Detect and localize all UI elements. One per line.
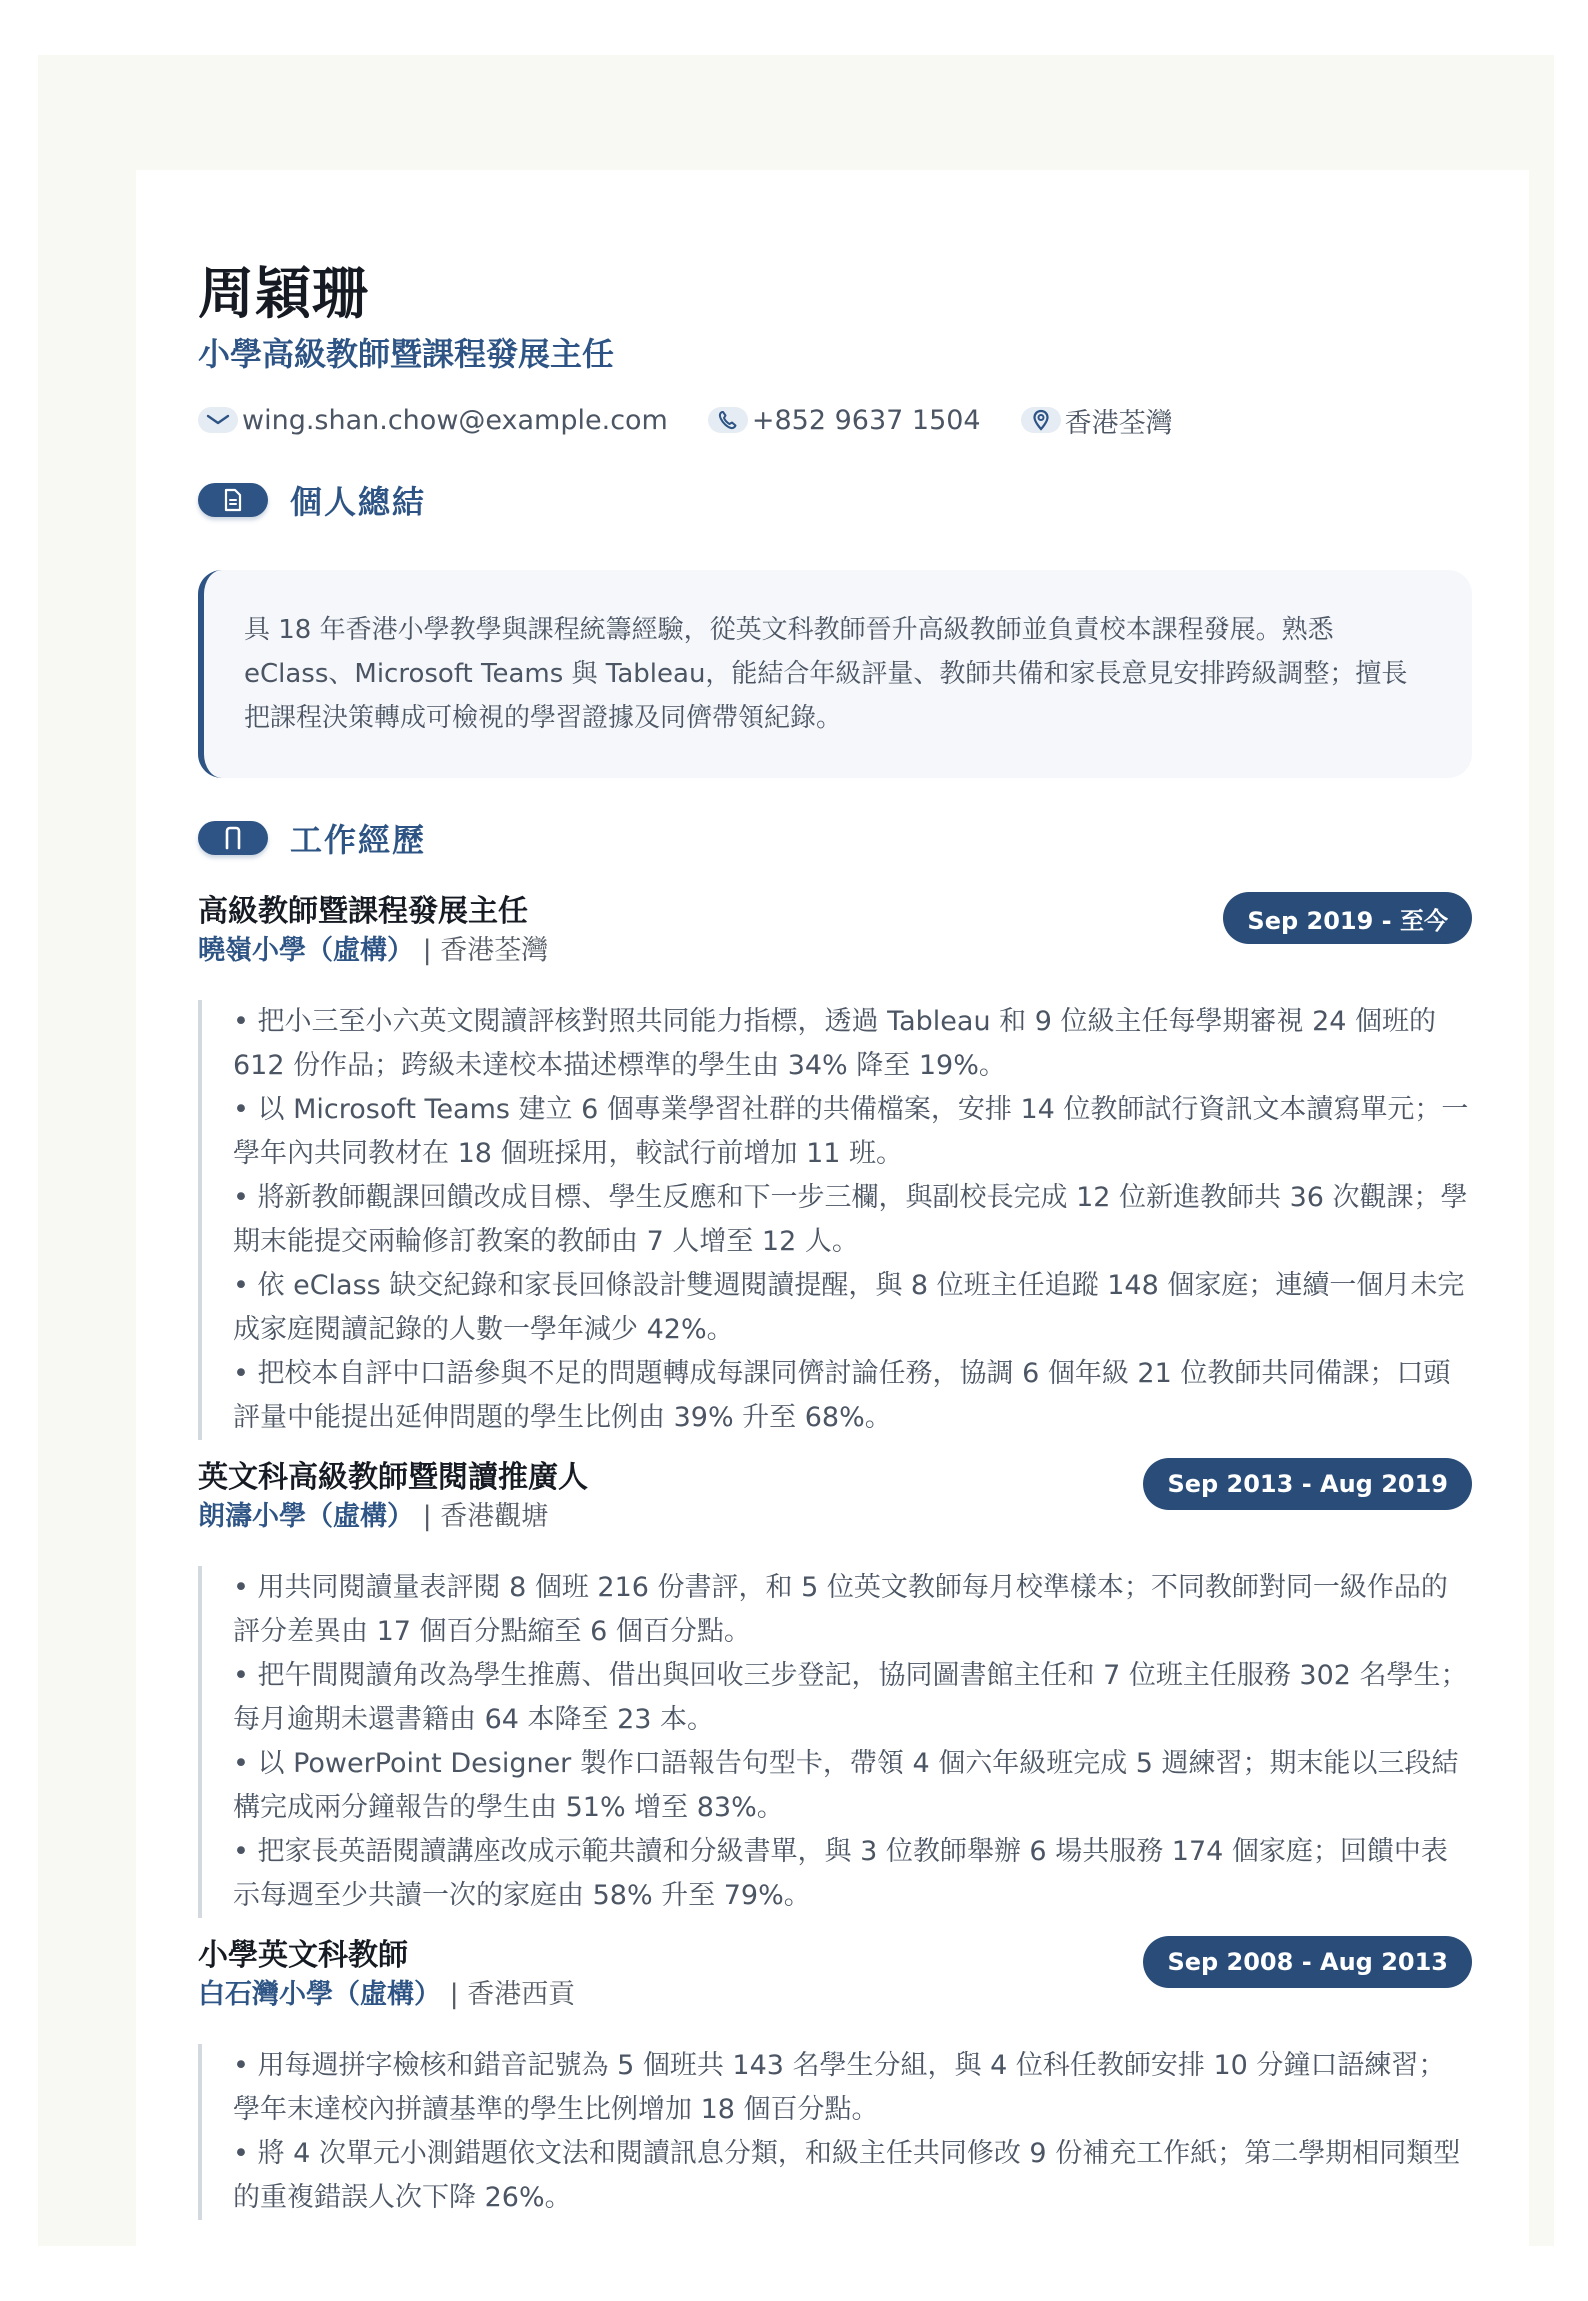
bullet-item: • 把家長英語閱讀講座改成示範共讀和分級書單，與 3 位教師舉辦 6 場共服務 174 個家庭；回饋中表示每週至少共讀一次的家庭由 58% 升至 79%。 (233, 1836, 1448, 1911)
job-bullets (198, 1000, 1472, 1440)
date-badge: Sep 2013 - Aug 2019 (1143, 1458, 1472, 1510)
candidate-title: 小學高級教師暨課程發展主任 (198, 335, 615, 373)
job-header (198, 1458, 1472, 1534)
bullet-item: • 用每週拼字檢核和錯音記號為 5 個班共 143 名學生分組，與 4 位科任教師安排 10 分鐘口語練習；學年末達校內拼讀基準的學生比例增加 18 個百分點。 (233, 2050, 1446, 2125)
date-badge: Sep 2019 - 至今 (1223, 892, 1472, 944)
resume-content (198, 260, 1472, 2220)
briefcase-icon (198, 821, 268, 855)
job-header (198, 892, 1472, 968)
summary-box (198, 570, 1472, 778)
bullet-item: • 以 PowerPoint Designer 製作口語報告句型卡，帶領 4 個六年級班完成 5 週練習；期末能以三段結構完成兩分鐘報告的學生由 51% 增至 83%。 (233, 1748, 1459, 1823)
bullet-item: • 以 Microsoft Teams 建立 6 個專業學習社群的共備檔案，安排 14 位教師試行資訊文本讀寫單元；一學年內共同教材在 18 個班採用，較試行前增加 11 班。 (233, 1094, 1469, 1169)
job-entry (198, 1936, 1472, 2220)
org-location: | 香港荃灣 (422, 935, 549, 966)
summary-heading: 個人總結 (290, 483, 427, 521)
org-location: | 香港西貢 (449, 1979, 576, 2010)
bullet-item: • 將新教師觀課回饋改成目標、學生反應和下一步三欄，與副校長完成 12 位新進教師共 36 次觀課；學期末能提交兩輪修訂教案的教師由 7 人增至 12 人。 (233, 1182, 1468, 1257)
email-text: wing.shan.chow@example.com (242, 404, 668, 436)
phone-text: +852 9637 1504 (751, 404, 981, 436)
bullet-item: • 把校本自評中口語參與不足的問題轉成每課同儕討論任務，協調 6 個年級 21 位教師共同備課；口頭評量中能提出延伸問題的學生比例由 39% 升至 68%。 (233, 1358, 1451, 1433)
bullet-item: • 用共同閱讀量表評閱 8 個班 216 份書評，和 5 位英文教師每月校準樣本；不同教師對同一級作品的評分差異由 17 個百分點縮至 6 個百分點。 (233, 1572, 1448, 1647)
mail-icon (198, 407, 238, 433)
contact-phone[interactable] (708, 405, 981, 436)
bullet-item: • 將 4 次單元小測錯題依文法和閱讀訊息分類，和級主任共同修改 9 份補充工作紙；第二學期相同類型的重複錯誤人次下降 26%。 (233, 2138, 1461, 2213)
job-entry (198, 892, 1472, 1440)
job-entry (198, 1458, 1472, 1918)
bullet-item: • 依 eClass 缺交紀錄和家長回條設計雙週閱讀提醒，與 8 位班主任追蹤 148 個家庭；連續一個月未完成家庭閱讀記錄的人數一學年減少 42%。 (233, 1270, 1465, 1345)
bullet-item: • 把午間閱讀角改為學生推薦、借出與回收三步登記，協同圖書館主任和 7 位班主任服務 302 名學生；每月逾期未還書籍由 64 本降至 23 本。 (233, 1660, 1468, 1735)
experience-heading: 工作經歷 (290, 821, 427, 859)
candidate-name: 周穎珊 (198, 262, 369, 327)
summary-text: 具 18 年香港小學教學與課程統籌經驗，從英文科教師晉升高級教師並負責校本課程發展。熟悉 eClass、Microsoft Teams 與 Tableau，能結合年級評量、教師共備和家長意見安排跨級調整；擅長把課程決策轉成可檢視的學習證據及同儕帶領紀錄。 (244, 615, 1408, 733)
org-location: | 香港觀塘 (422, 1501, 549, 1532)
resume-paper (136, 170, 1529, 2301)
job-bullets (198, 1566, 1472, 1918)
org-name: 白石灣小學（虛構） (198, 1979, 441, 2010)
org-name: 曉嶺小學（虛構） (198, 935, 414, 966)
experience-section-header (198, 814, 1472, 862)
date-badge: Sep 2008 - Aug 2013 (1143, 1936, 1472, 1988)
job-bullets (198, 2044, 1472, 2220)
summary-section-header (198, 476, 1472, 524)
page-background (38, 55, 1554, 2246)
job-title: 英文科高級教師暨閱讀推廣人 (198, 1460, 588, 1495)
location-pin-icon (1021, 407, 1061, 433)
bullet-item: • 把小三至小六英文閱讀評核對照共同能力指標，透過 Tableau 和 9 位級主任每學期審視 24 個班的 612 份作品；跨級未達校本描述標準的學生由 34% 降至 19%。 (233, 1006, 1437, 1081)
job-title: 高級教師暨課程發展主任 (198, 894, 528, 929)
contact-location (1021, 401, 1173, 440)
contact-row (198, 398, 1472, 442)
contact-email[interactable] (198, 405, 668, 436)
document-icon (198, 483, 268, 517)
job-header (198, 1936, 1472, 2012)
phone-icon (708, 407, 748, 433)
location-text: 香港荃灣 (1064, 407, 1173, 439)
job-title: 小學英文科教師 (198, 1938, 408, 1973)
org-name: 朗濤小學（虛構） (198, 1501, 414, 1532)
